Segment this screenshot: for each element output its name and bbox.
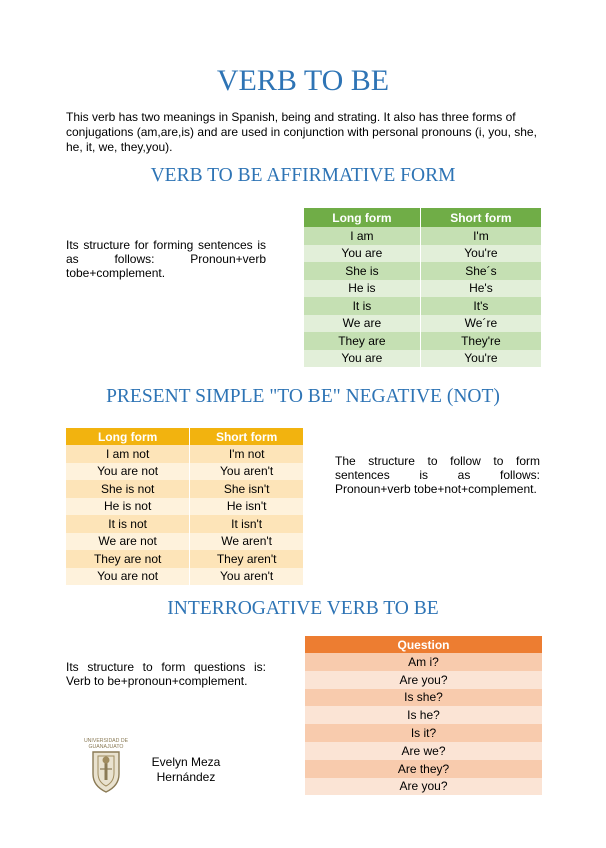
affirmative-row — [304, 245, 542, 263]
affirmative-header-long: Long form — [304, 208, 420, 227]
affirmative-row — [304, 262, 542, 280]
negative-row — [66, 445, 304, 463]
affirmative-long-cell: I am — [304, 227, 420, 245]
question-cell: Am i? — [305, 653, 542, 671]
negative-long-cell: He is not — [66, 498, 190, 516]
affirmative-long-cell: You are — [304, 245, 420, 263]
question-cell: Are they? — [305, 760, 542, 778]
negative-table — [66, 428, 304, 585]
affirmative-text: Its structure for forming sentences is as follows: Pronoun+verb tobe+complement. — [66, 238, 266, 280]
author-name: Evelyn Meza Hernández — [151, 755, 221, 784]
affirmative-header-short: Short form — [420, 208, 541, 227]
affirmative-row — [304, 332, 542, 350]
negative-long-cell: She is not — [66, 480, 190, 498]
logo-line1: UNIVERSIDAD DE — [83, 738, 129, 744]
interrogative-row — [305, 760, 542, 778]
question-cell: Is it? — [305, 724, 542, 742]
negative-short-cell: You aren't — [190, 463, 304, 481]
negative-row — [66, 498, 304, 516]
logo-line2: GUANAJUATO — [88, 744, 124, 750]
negative-short-cell: He isn't — [190, 498, 304, 516]
negative-short-cell: She isn't — [190, 480, 304, 498]
interrogative-row — [305, 671, 542, 689]
affirmative-short-cell: I'm — [420, 227, 541, 245]
page-title: VERB TO BE — [216, 64, 390, 97]
negative-text: The structure to follow to form sentences is as follows: Pronoun+verb tobe+not+complement. — [335, 454, 540, 496]
negative-header-short: Short form — [190, 428, 304, 445]
negative-row — [66, 550, 304, 568]
interrogative-heading: INTERROGATIVE VERB TO BE — [167, 598, 439, 619]
interrogative-row — [305, 689, 542, 707]
negative-short-cell: It isn't — [190, 515, 304, 533]
negative-heading: PRESENT SIMPLE "TO BE" NEGATIVE (NOT) — [106, 386, 500, 407]
affirmative-long-cell: She is — [304, 262, 420, 280]
interrogative-row — [305, 653, 542, 671]
negative-long-cell: You are not — [66, 568, 190, 586]
negative-short-cell: I'm not — [190, 445, 304, 463]
affirmative-row — [304, 315, 542, 333]
affirmative-short-cell: He's — [420, 280, 541, 298]
affirmative-short-cell: You're — [420, 245, 541, 263]
negative-row — [66, 480, 304, 498]
negative-long-cell: We are not — [66, 533, 190, 551]
negative-short-cell: We aren't — [190, 533, 304, 551]
question-cell: Is she? — [305, 689, 542, 707]
question-cell: Are you? — [305, 778, 542, 796]
negative-long-cell: It is not — [66, 515, 190, 533]
interrogative-row — [305, 706, 542, 724]
negative-header-long: Long form — [66, 428, 190, 445]
question-cell: Are you? — [305, 671, 542, 689]
interrogative-text: Its structure to form questions is: Verb to be+pronoun+complement. — [66, 660, 266, 688]
affirmative-short-cell: We´re — [420, 315, 541, 333]
affirmative-long-cell: He is — [304, 280, 420, 298]
affirmative-short-cell: She´s — [420, 262, 541, 280]
affirmative-long-cell: They are — [304, 332, 420, 350]
question-cell: Is he? — [305, 706, 542, 724]
negative-row — [66, 515, 304, 533]
interrogative-row — [305, 742, 542, 760]
intro-paragraph: This verb has two meanings in Spanish, being and strating. It also has three forms of conjugations (am,are,is) and are used in conjunction with personal pronouns (i, you, she, he, it, we, they,you). — [66, 110, 537, 154]
affirmative-long-cell: You are — [304, 350, 420, 368]
affirmative-short-cell: They're — [420, 332, 541, 350]
interrogative-header: Question — [305, 636, 542, 653]
negative-long-cell: I am not — [66, 445, 190, 463]
affirmative-table — [304, 208, 542, 367]
question-cell: Are we? — [305, 742, 542, 760]
negative-long-cell: You are not — [66, 463, 190, 481]
affirmative-long-cell: It is — [304, 297, 420, 315]
affirmative-short-cell: You're — [420, 350, 541, 368]
affirmative-row — [304, 350, 542, 368]
affirmative-long-cell: We are — [304, 315, 420, 333]
interrogative-row — [305, 778, 542, 796]
interrogative-row — [305, 724, 542, 742]
negative-long-cell: They are not — [66, 550, 190, 568]
negative-short-cell: They aren't — [190, 550, 304, 568]
affirmative-row — [304, 227, 542, 245]
negative-row — [66, 568, 304, 586]
university-seal-icon — [76, 736, 136, 794]
interrogative-table — [305, 636, 542, 795]
affirmative-row — [304, 297, 542, 315]
negative-row — [66, 533, 304, 551]
affirmative-heading: VERB TO BE AFFIRMATIVE FORM — [150, 165, 456, 186]
university-logo — [76, 736, 136, 794]
negative-row — [66, 463, 304, 481]
affirmative-row — [304, 280, 542, 298]
affirmative-short-cell: It's — [420, 297, 541, 315]
negative-short-cell: You aren't — [190, 568, 304, 586]
